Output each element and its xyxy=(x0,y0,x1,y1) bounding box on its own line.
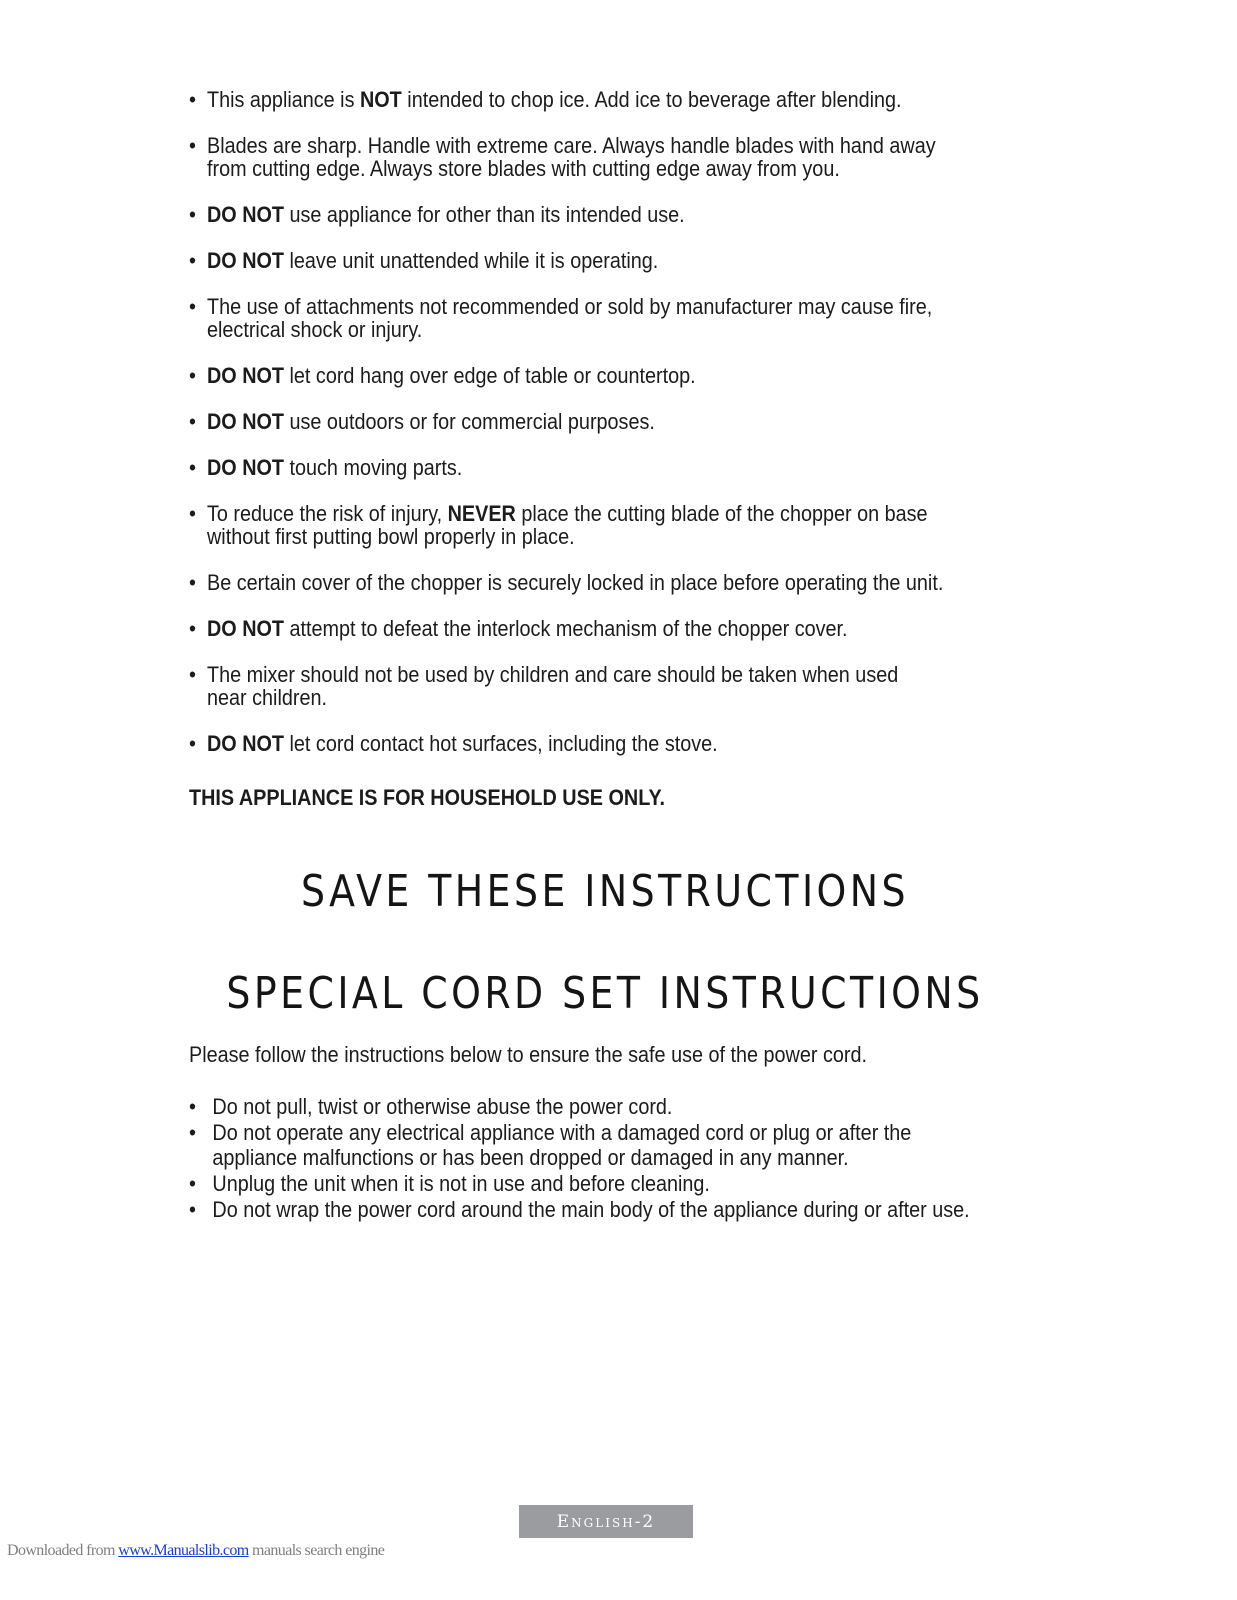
safety-item: • DO NOT use outdoors or for commercial purposes. xyxy=(189,410,963,433)
household-use-notice: THIS APPLIANCE IS FOR HOUSEHOLD USE ONLY. xyxy=(189,785,666,810)
footer-suffix: manuals search engine xyxy=(248,1542,385,1559)
safety-item: • Be certain cover of the chopper is securely locked in place before operating the unit. xyxy=(189,571,963,594)
cord-item: • Unplug the unit when it is not in use and before cleaning. xyxy=(189,1171,1026,1196)
cord-intro-text: Please follow the instructions below to ensure the safe use of the power cord. xyxy=(189,1042,867,1067)
cord-set-instructions-heading: SPECIAL CORD SET INSTRUCTIONS xyxy=(226,968,984,1019)
safety-item: • This appliance is NOT intended to chop ice. Add ice to beverage after blending. xyxy=(189,88,963,111)
safety-item: • DO NOT let cord contact hot surfaces, including the stove. xyxy=(189,732,963,755)
cord-item: • Do not pull, twist or otherwise abuse the power cord. xyxy=(189,1094,1026,1119)
safety-item: • DO NOT leave unit unattended while it is operating. xyxy=(189,249,963,272)
safety-item: • Blades are sharp. Handle with extreme care. Always handle blades with hand away from cutting edge. Always store blades with cutting edge away from you. xyxy=(189,134,963,180)
safety-item: • DO NOT touch moving parts. xyxy=(189,456,963,479)
safety-warnings-list xyxy=(189,88,1049,778)
safety-item: • DO NOT let cord hang over edge of table or countertop. xyxy=(189,364,963,387)
safety-item: • DO NOT attempt to defeat the interlock mechanism of the chopper cover. xyxy=(189,617,963,640)
safety-item: • DO NOT use appliance for other than its intended use. xyxy=(189,203,963,226)
cord-instructions-list xyxy=(189,1094,1119,1223)
cord-item: • Do not wrap the power cord around the main body of the appliance during or after use. xyxy=(189,1197,1026,1222)
page-number-tab xyxy=(519,1505,693,1538)
download-footer xyxy=(7,1542,384,1560)
safety-item: • The mixer should not be used by children and care should be taken when used near children. xyxy=(189,663,963,709)
save-instructions-heading: SAVE THESE INSTRUCTIONS xyxy=(301,866,909,917)
safety-item: • To reduce the risk of injury, NEVER place the cutting blade of the chopper on base without first putting bowl properly in place. xyxy=(189,502,963,548)
cord-item: • Do not operate any electrical appliance with a damaged cord or plug or after the appliance malfunctions or has been dropped or damaged in any manner. xyxy=(189,1120,1026,1170)
page-number-label: English-2 xyxy=(556,1511,656,1532)
manualslib-link[interactable]: www.Manualslib.com xyxy=(118,1542,249,1559)
safety-item: • The use of attachments not recommended or sold by manufacturer may cause fire, electrical shock or injury. xyxy=(189,295,963,341)
footer-prefix: Downloaded from xyxy=(7,1542,119,1559)
